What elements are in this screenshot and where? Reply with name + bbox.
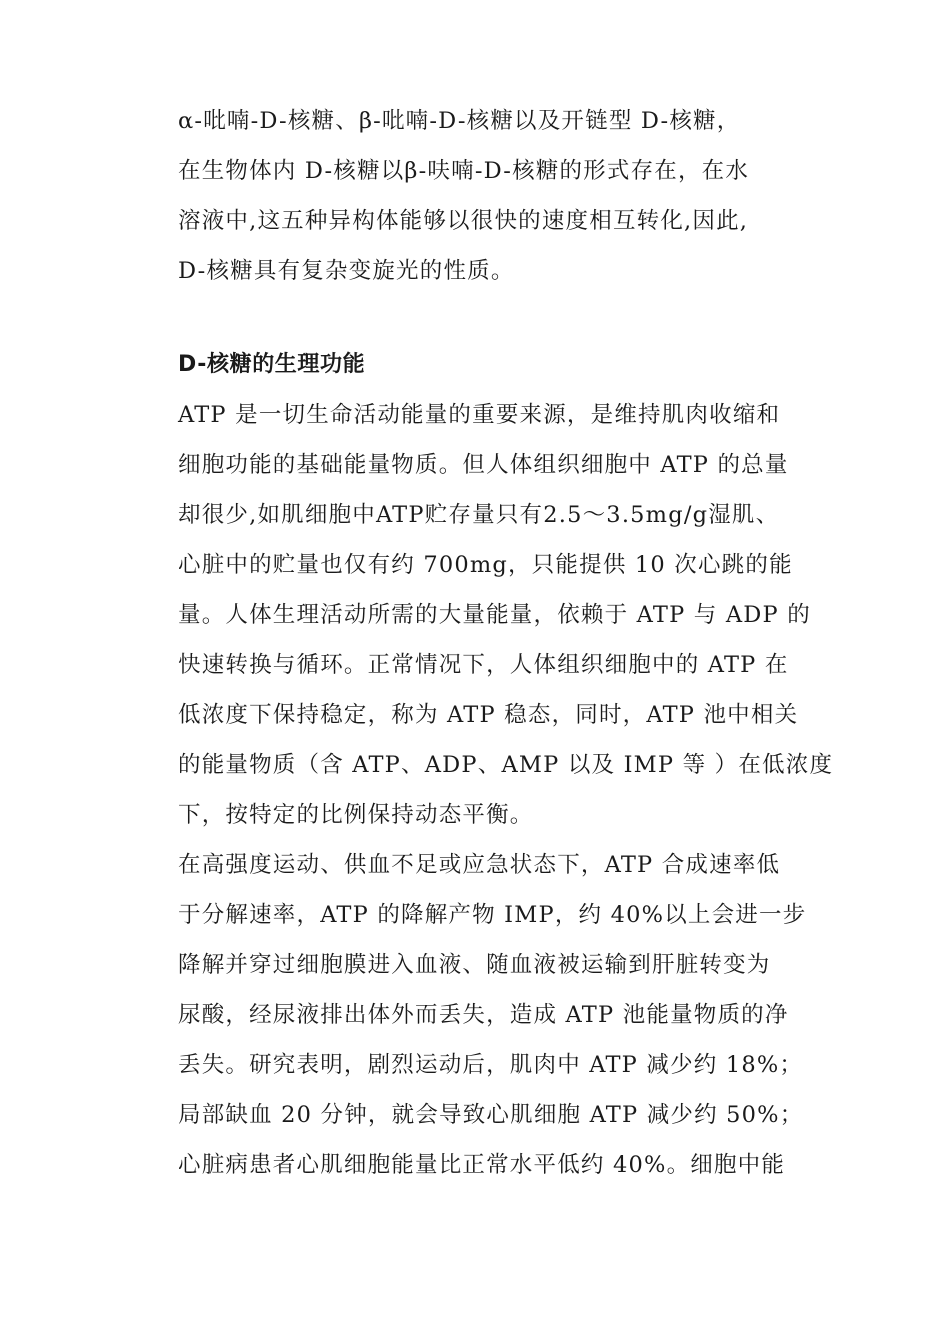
text-line: 在高强度运动、供血不足或应急状态下，ATP 合成速率低 xyxy=(178,852,781,878)
text-line: 细胞功能的基础能量物质。但人体组织细胞中 ATP 的总量 xyxy=(178,452,789,478)
text-line: 量。人体生理活动所需的大量能量，依赖于 ATP 与 ADP 的 xyxy=(178,602,811,628)
text-line: α-吡喃-D-核糖、β-吡喃-D-核糖以及开链型 D-核糖， xyxy=(178,108,741,134)
text-line: 心脏中的贮量也仅有约 700mg，只能提供 10 次心跳的能 xyxy=(178,552,793,578)
text-line: 下，按特定的比例保持动态平衡。 xyxy=(178,802,534,828)
text-line: 在生物体内 D-核糖以β-呋喃-D-核糖的形式存在，在水 xyxy=(178,158,750,184)
document-body xyxy=(178,96,834,1190)
text-line: 于分解速率，ATP 的降解产物 IMP，约 40%以上会进一步 xyxy=(178,902,807,928)
section-heading: D-核糖的生理功能 xyxy=(178,352,366,377)
paragraph-atp-source xyxy=(178,390,834,840)
text-line: D-核糖具有复杂变旋光的性质。 xyxy=(178,258,515,284)
text-line: 溶液中,这五种异构体能够以很快的速度相互转化,因此, xyxy=(178,208,749,234)
text-line: 降解并穿过细胞膜进入血液、随血液被运输到肝脏转变为 xyxy=(178,952,771,978)
text-line: 低浓度下保持稳定，称为 ATP 稳态，同时，ATP 池中相关 xyxy=(178,702,799,728)
paragraph-atp-loss xyxy=(178,840,818,1190)
text-line: ATP 是一切生命活动能量的重要来源，是维持肌肉收缩和 xyxy=(178,402,781,428)
text-line: 的能量物质（含 ATP、ADP、AMP 以及 IMP 等 ）在低浓度 xyxy=(178,752,834,778)
text-line: 丢失。研究表明，剧烈运动后，肌肉中 ATP 减少约 18%； xyxy=(178,1052,804,1078)
text-line: 却很少,如肌细胞中ATP贮存量只有2.5～3.5mg/g湿肌、 xyxy=(178,502,780,528)
text-line: 心脏病患者心肌细胞能量比正常水平低约 40%。细胞中能 xyxy=(178,1152,786,1178)
text-line: 尿酸，经尿液排出体外而丢失，造成 ATP 池能量物质的净 xyxy=(178,1002,789,1028)
intro-paragraph xyxy=(178,96,818,296)
text-line: 局部缺血 20 分钟，就会导致心肌细胞 ATP 减少约 50%； xyxy=(178,1102,804,1128)
text-line: 快速转换与循环。正常情况下，人体组织细胞中的 ATP 在 xyxy=(178,652,789,678)
